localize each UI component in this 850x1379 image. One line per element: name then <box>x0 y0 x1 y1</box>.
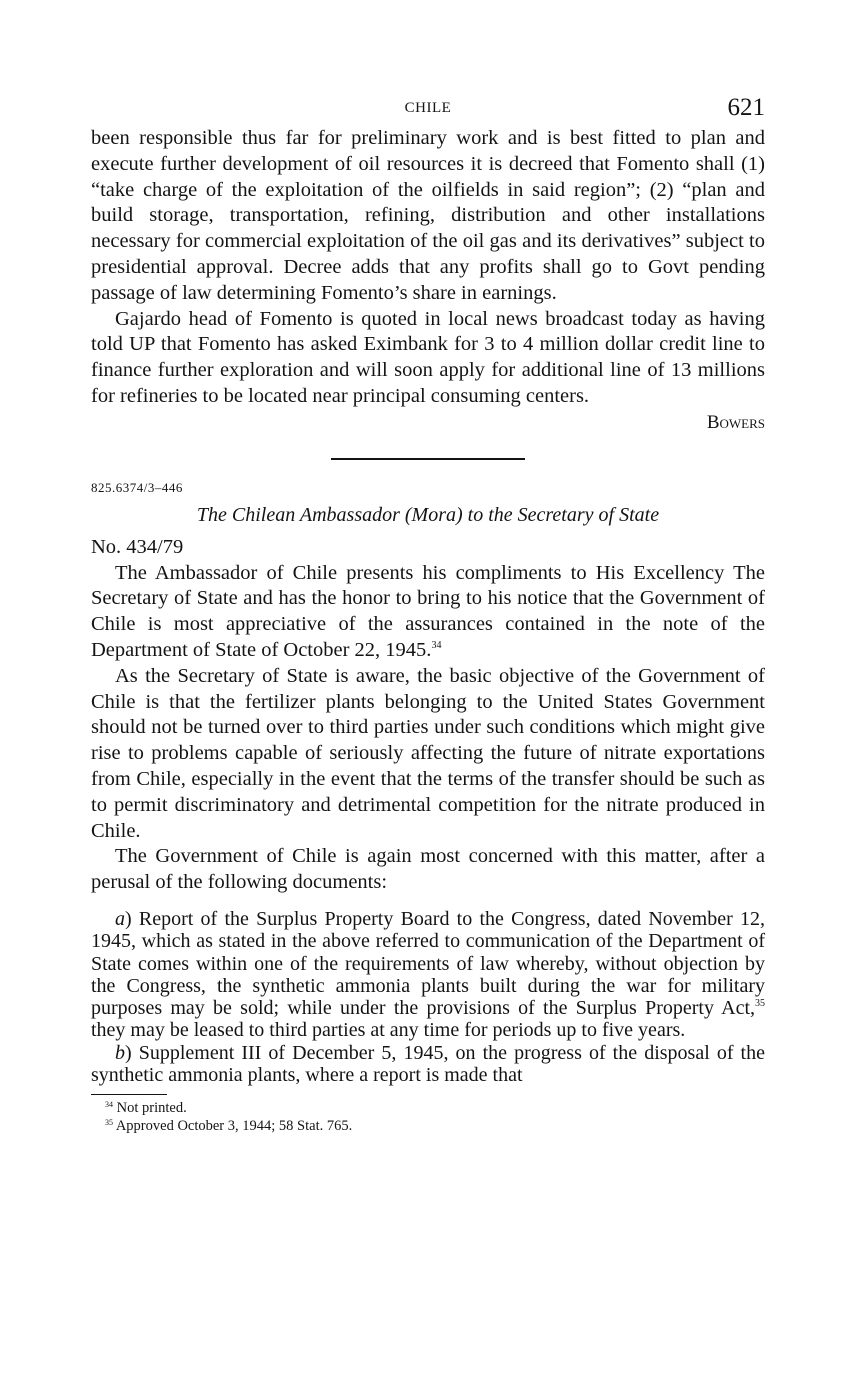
telegram-paragraph: Gajardo head of Fomento is quoted in local news broadcast today as having told UP that Fomento has asked Eximbank for 3 to 4 million dollar credit line to finance further exploration and will soon apply for additional line of 13 millions for refineries to be located near principal consuming centers. <box>91 307 765 407</box>
note-paragraph: As the Secretary of State is aware, the basic objective of the Government of Chile is that the fertilizer plants belonging to the United States Government should not be turned over to third parties under such conditions which might give rise to problems capable of seriously affecting the future of nitrate exportations from Chile, especially in the event that the terms of the transfer should be such as to permit discriminatory and detrimental competition for the nitrate produced in Chile. <box>91 664 765 842</box>
note-number: No. 434/79 <box>91 535 184 558</box>
list-item <box>91 1042 765 1087</box>
file-number: 825.6374/3–446 <box>91 479 183 495</box>
telegram-paragraph: been responsible thus far for preliminary work and is best fitted to plan and execute further development of oil resources it is decreed that Fomento shall (1) “take charge of the exploitation of the oilfields in said region”; (2) “plan and build storage, transportation, refining, distribution and other installations necessary for commercial exploitation of the oil gas and its derivatives” subject to presidential approval. Decree adds that any profits shall go to Govt pending passage of law determining Fomento’s share in earnings. <box>91 127 765 304</box>
section-divider <box>331 458 525 460</box>
telegram-continuation <box>91 126 765 436</box>
document-list <box>91 908 765 1086</box>
list-item-text: ) Supplement III of December 5, 1945, on the progress of the disposal of the synthetic ammonia plants, where a report is made that <box>91 1041 765 1086</box>
list-item-label: b <box>115 1041 125 1064</box>
list-item <box>91 908 765 1042</box>
note-paragraph-text: The Ambassador of Chile presents his compliments to His Excellency The Secretary of State and has the honor to bring to his notice that the Government of Chile is most appreciative of the assurances contained in the note of the Department of State of October 22, 1945. <box>91 561 765 661</box>
footnote <box>91 1099 765 1117</box>
footnote-number: 35 <box>105 1118 113 1128</box>
document-page <box>91 92 765 1135</box>
note-paragraph: The Government of Chile is again most concerned with this matter, after a perusal of the following documents: <box>91 845 765 894</box>
running-head <box>91 92 765 126</box>
note-paragraph <box>91 561 765 664</box>
footnote-text: Not printed. <box>116 1100 187 1117</box>
list-item-text: they may be leased to third parties at any time for periods up to five years. <box>91 1019 686 1042</box>
footnote-text: Approved October 3, 1944; 58 Stat. 765. <box>115 1118 353 1135</box>
note-body <box>91 535 765 896</box>
footnotes <box>91 1099 765 1135</box>
list-item-text: ) Report of the Surplus Property Board to the Congress, dated November 12, 1945, which as stated in the above referred to communication of the Department of State comes within one of the requirements of law whereby, without objection by the Congress, the synthetic ammonia plants built during the war for military purposes may be sold; while under the provisions of the Surplus Property Act, <box>91 907 765 1020</box>
page-number: 621 <box>727 94 765 121</box>
document-title: The Chilean Ambassador (Mora) to the Secretary of State <box>196 503 660 526</box>
footnote <box>91 1117 765 1135</box>
footnote-ref: 35 <box>755 998 765 1010</box>
signature: Bowers <box>706 411 765 433</box>
footnote-number: 34 <box>105 1100 113 1110</box>
running-title: CHILE <box>404 100 452 116</box>
footnote-ref: 34 <box>431 639 442 651</box>
list-item-label: a <box>115 907 125 930</box>
footnote-divider <box>91 1094 167 1095</box>
